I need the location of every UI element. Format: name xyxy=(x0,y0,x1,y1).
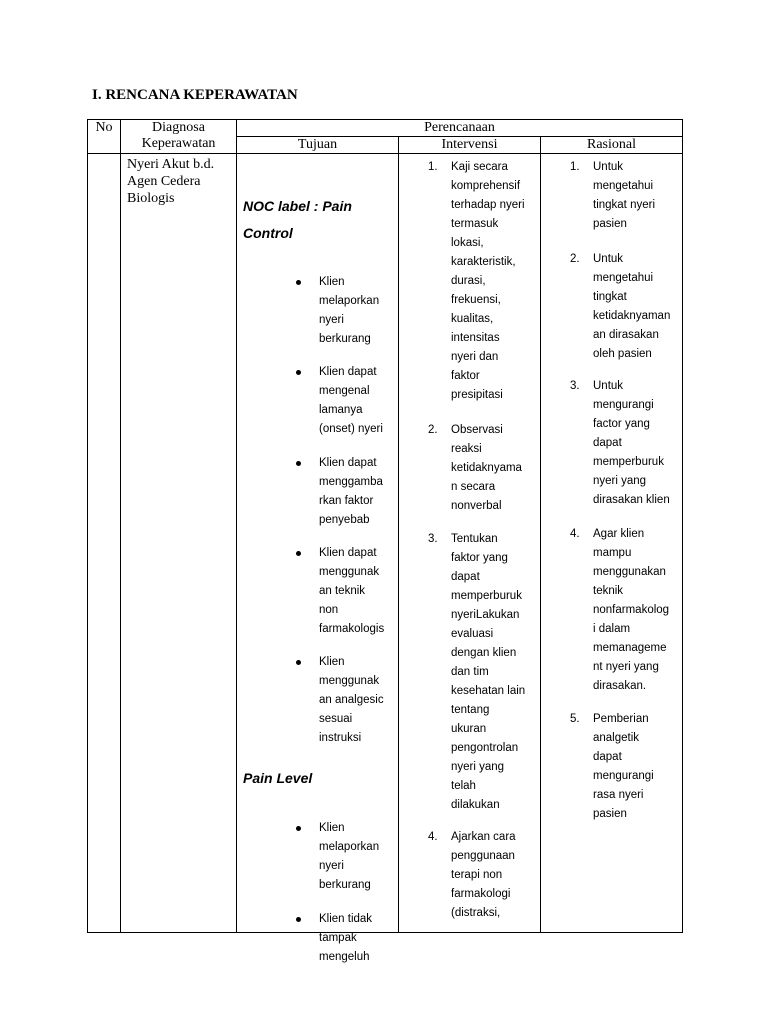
cell-text-line: menggunakan xyxy=(593,566,666,578)
pain-level-text xyxy=(319,910,393,967)
bullet-icon xyxy=(296,461,301,466)
pain-level-label: Pain Level xyxy=(243,770,313,786)
cell-text-line: (distraksi, xyxy=(451,907,501,919)
list-text xyxy=(593,710,654,824)
cell-text-line: faktor yang xyxy=(451,552,508,564)
tujuan-cell xyxy=(237,154,399,963)
pain-control-text xyxy=(319,544,393,639)
cell-text-line: an dirasakan xyxy=(593,329,659,341)
diagnosa-line: Nyeri Akut b.d. xyxy=(127,157,215,172)
cell-text-line: oleh pasien xyxy=(593,348,652,360)
cell-text-line: memperburuk xyxy=(593,456,664,468)
list-number: 2. xyxy=(570,253,580,265)
cell-text-line: frekuensi, xyxy=(451,294,501,306)
cell-text-line: farmakologis xyxy=(319,623,385,635)
cell-text-line: ketidaknyaman xyxy=(593,310,671,322)
cell-text-line: dapat xyxy=(593,751,622,763)
cell-text-line: mengenal xyxy=(319,385,370,397)
cell-text-line: teknik xyxy=(593,585,624,597)
bullet-icon xyxy=(296,370,301,375)
cell-text-line: faktor xyxy=(451,370,480,382)
cell-text-line: instruksi xyxy=(319,732,362,744)
pain-control-text xyxy=(319,454,393,530)
list-text xyxy=(593,250,670,364)
cell-text-line: memperburuk xyxy=(451,590,522,602)
cell-text-line: dapat xyxy=(593,437,622,449)
list-number: 1. xyxy=(570,161,580,173)
cell-text-line: pengontrolan xyxy=(451,742,519,754)
cell-text-line: Tentukan xyxy=(451,533,498,545)
list-text xyxy=(593,158,655,234)
cell-text-line: intensitas xyxy=(451,332,500,344)
diagnosa-line: Biologis xyxy=(127,191,175,206)
cell-text-line: pasien xyxy=(593,218,627,230)
cell-text-line: n secara xyxy=(451,481,496,493)
cell-text-line: penyebab xyxy=(319,514,370,526)
cell-text-line: nyeri dan xyxy=(451,351,499,363)
cell-text-line: dilakukan xyxy=(451,799,500,811)
cell-text-line: reaksi xyxy=(451,443,482,455)
cell-text-line: berkurang xyxy=(319,879,371,891)
cell-text-line: Agar klien xyxy=(593,528,645,540)
header-diagnosa-line2: Keperawatan xyxy=(141,136,216,151)
cell-text-line: mengurangi xyxy=(593,399,654,411)
cell-text-line: presipitasi xyxy=(451,389,503,401)
list-text xyxy=(593,525,669,696)
list-number: 3. xyxy=(428,533,438,545)
bullet-icon xyxy=(296,826,301,831)
cell-text-line: dapat xyxy=(451,571,480,583)
list-text xyxy=(593,377,670,510)
list-number: 1. xyxy=(428,161,438,173)
cell-text-line: non xyxy=(319,604,339,616)
pain-level-text xyxy=(319,819,393,895)
cell-text-line: an teknik xyxy=(319,585,366,597)
list-text xyxy=(451,158,525,405)
cell-text-line: menggunak xyxy=(319,566,380,578)
cell-text-line: memanageme xyxy=(593,642,667,654)
cell-text-line: lokasi, xyxy=(451,237,484,249)
list-number: 4. xyxy=(570,528,580,540)
cell-text-line: rkan faktor xyxy=(319,495,374,507)
header-intervensi: Intervensi xyxy=(399,137,541,154)
cell-text-line: tampak xyxy=(319,932,357,944)
cell-text-line: tingkat xyxy=(593,291,627,303)
pain-control-text xyxy=(319,363,393,439)
cell-text-line: Klien xyxy=(319,656,345,668)
cell-text-line: analgetik xyxy=(593,732,640,744)
list-number: 2. xyxy=(428,424,438,436)
cell-text-line: terhadap nyeri xyxy=(451,199,525,211)
cell-text-line: ukuran xyxy=(451,723,487,735)
list-text xyxy=(451,828,516,923)
cell-text-line: nt nyeri yang xyxy=(593,661,659,673)
list-number: 5. xyxy=(570,713,580,725)
cell-text-line: nyeri yang xyxy=(593,475,647,487)
list-number: 4. xyxy=(428,831,438,843)
cell-text-line: Klien dapat xyxy=(319,547,377,559)
pain-control-text xyxy=(319,273,393,349)
bullet-icon xyxy=(296,551,301,556)
cell-text-line: lamanya xyxy=(319,404,363,416)
intervensi-cell xyxy=(399,154,541,933)
care-plan-table xyxy=(87,119,683,963)
header-perencanaan: Perencanaan xyxy=(237,120,683,137)
cell-text-line: mampu xyxy=(593,547,632,559)
cell-text-line: evaluasi xyxy=(451,628,494,640)
cell-text-line: ketidaknyama xyxy=(451,462,522,474)
cell-text-line: factor yang xyxy=(593,418,650,430)
cell-text-line: melaporkan xyxy=(319,841,380,853)
cell-text-line: Pemberian xyxy=(593,713,649,725)
cell-text-line: telah xyxy=(451,780,476,792)
rasional-cell xyxy=(541,154,683,933)
cell-text-line: dan tim xyxy=(451,666,489,678)
cell-text-line: Klien xyxy=(319,822,345,834)
cell-text-line: farmakologi xyxy=(451,888,511,900)
noc-label-line1: NOC label : Pain xyxy=(243,198,352,214)
cell-text-line: dengan klien xyxy=(451,647,517,659)
cell-text-line: mengetahui xyxy=(593,272,654,284)
cell-text-line: menggunak xyxy=(319,675,380,687)
cell-text-line: nonfarmakolog xyxy=(593,604,670,616)
cell-text-line: i dalam xyxy=(593,623,631,635)
noc-label xyxy=(243,193,352,247)
pain-control-text xyxy=(319,653,393,748)
cell-text-line: mengetahui xyxy=(593,180,654,192)
cell-text-line: menggamba xyxy=(319,476,383,488)
cell-text-line: terapi non xyxy=(451,869,503,881)
cell-text-line: nyeri yang xyxy=(451,761,505,773)
cell-text-line: dirasakan. xyxy=(593,680,647,692)
cell-text-line: sesuai xyxy=(319,713,353,725)
cell-text-line: Observasi xyxy=(451,424,503,436)
cell-text-line: nyeriLakukan xyxy=(451,609,520,621)
cell-text-line: berkurang xyxy=(319,333,371,345)
cell-text-line: nyeri xyxy=(319,860,344,872)
cell-text-line: penggunaan xyxy=(451,850,515,862)
bullet-icon xyxy=(296,280,301,285)
cell-text-line: Ajarkan cara xyxy=(451,831,516,843)
cell-text-line: Klien xyxy=(319,276,345,288)
header-diagnosa-line1: Diagnosa xyxy=(152,120,205,135)
no-cell xyxy=(88,154,121,933)
cell-text-line: tentang xyxy=(451,704,490,716)
cell-text-line: Klien dapat xyxy=(319,457,377,469)
list-text xyxy=(451,421,522,516)
cell-text-line: nyeri xyxy=(319,314,344,326)
cell-text-line: (onset) nyeri xyxy=(319,423,383,435)
cell-text-line: kesehatan lain xyxy=(451,685,526,697)
section-title: I. RENCANA KEPERAWATAN xyxy=(92,87,298,103)
bullet-icon xyxy=(296,660,301,665)
cell-text-line: rasa nyeri xyxy=(593,789,644,801)
cell-text-line: melaporkan xyxy=(319,295,380,307)
header-tujuan: Tujuan xyxy=(237,137,399,154)
cell-text-line: an analgesic xyxy=(319,694,384,706)
list-text xyxy=(451,530,525,815)
bullet-icon xyxy=(296,917,301,922)
cell-text-line: Klien tidak xyxy=(319,913,373,925)
cell-text-line: pasien xyxy=(593,808,627,820)
cell-text-line: nonverbal xyxy=(451,500,502,512)
cell-text-line: Untuk xyxy=(593,161,624,173)
diagnosa-cell xyxy=(121,154,237,933)
cell-text-line: Klien dapat xyxy=(319,366,377,378)
header-diagnosa xyxy=(121,120,237,154)
cell-text-line: dirasakan klien xyxy=(593,494,670,506)
cell-text-line: kualitas, xyxy=(451,313,494,325)
cell-text-line: mengurangi xyxy=(593,770,654,782)
cell-text-line: tingkat nyeri xyxy=(593,199,656,211)
cell-text-line: Kaji secara xyxy=(451,161,508,173)
cell-text-line: komprehensif xyxy=(451,180,521,192)
header-no: No xyxy=(88,120,121,154)
cell-text-line: karakteristik, xyxy=(451,256,516,268)
header-rasional: Rasional xyxy=(541,137,683,154)
cell-text-line: mengeluh xyxy=(319,951,370,963)
cell-text-line: Untuk xyxy=(593,253,624,265)
cell-text-line: termasuk xyxy=(451,218,499,230)
diagnosa-line: Agen Cedera xyxy=(127,174,201,189)
cell-text-line: durasi, xyxy=(451,275,486,287)
cell-text-line: Untuk xyxy=(593,380,624,392)
noc-label-line2: Control xyxy=(243,225,293,241)
list-number: 3. xyxy=(570,380,580,392)
